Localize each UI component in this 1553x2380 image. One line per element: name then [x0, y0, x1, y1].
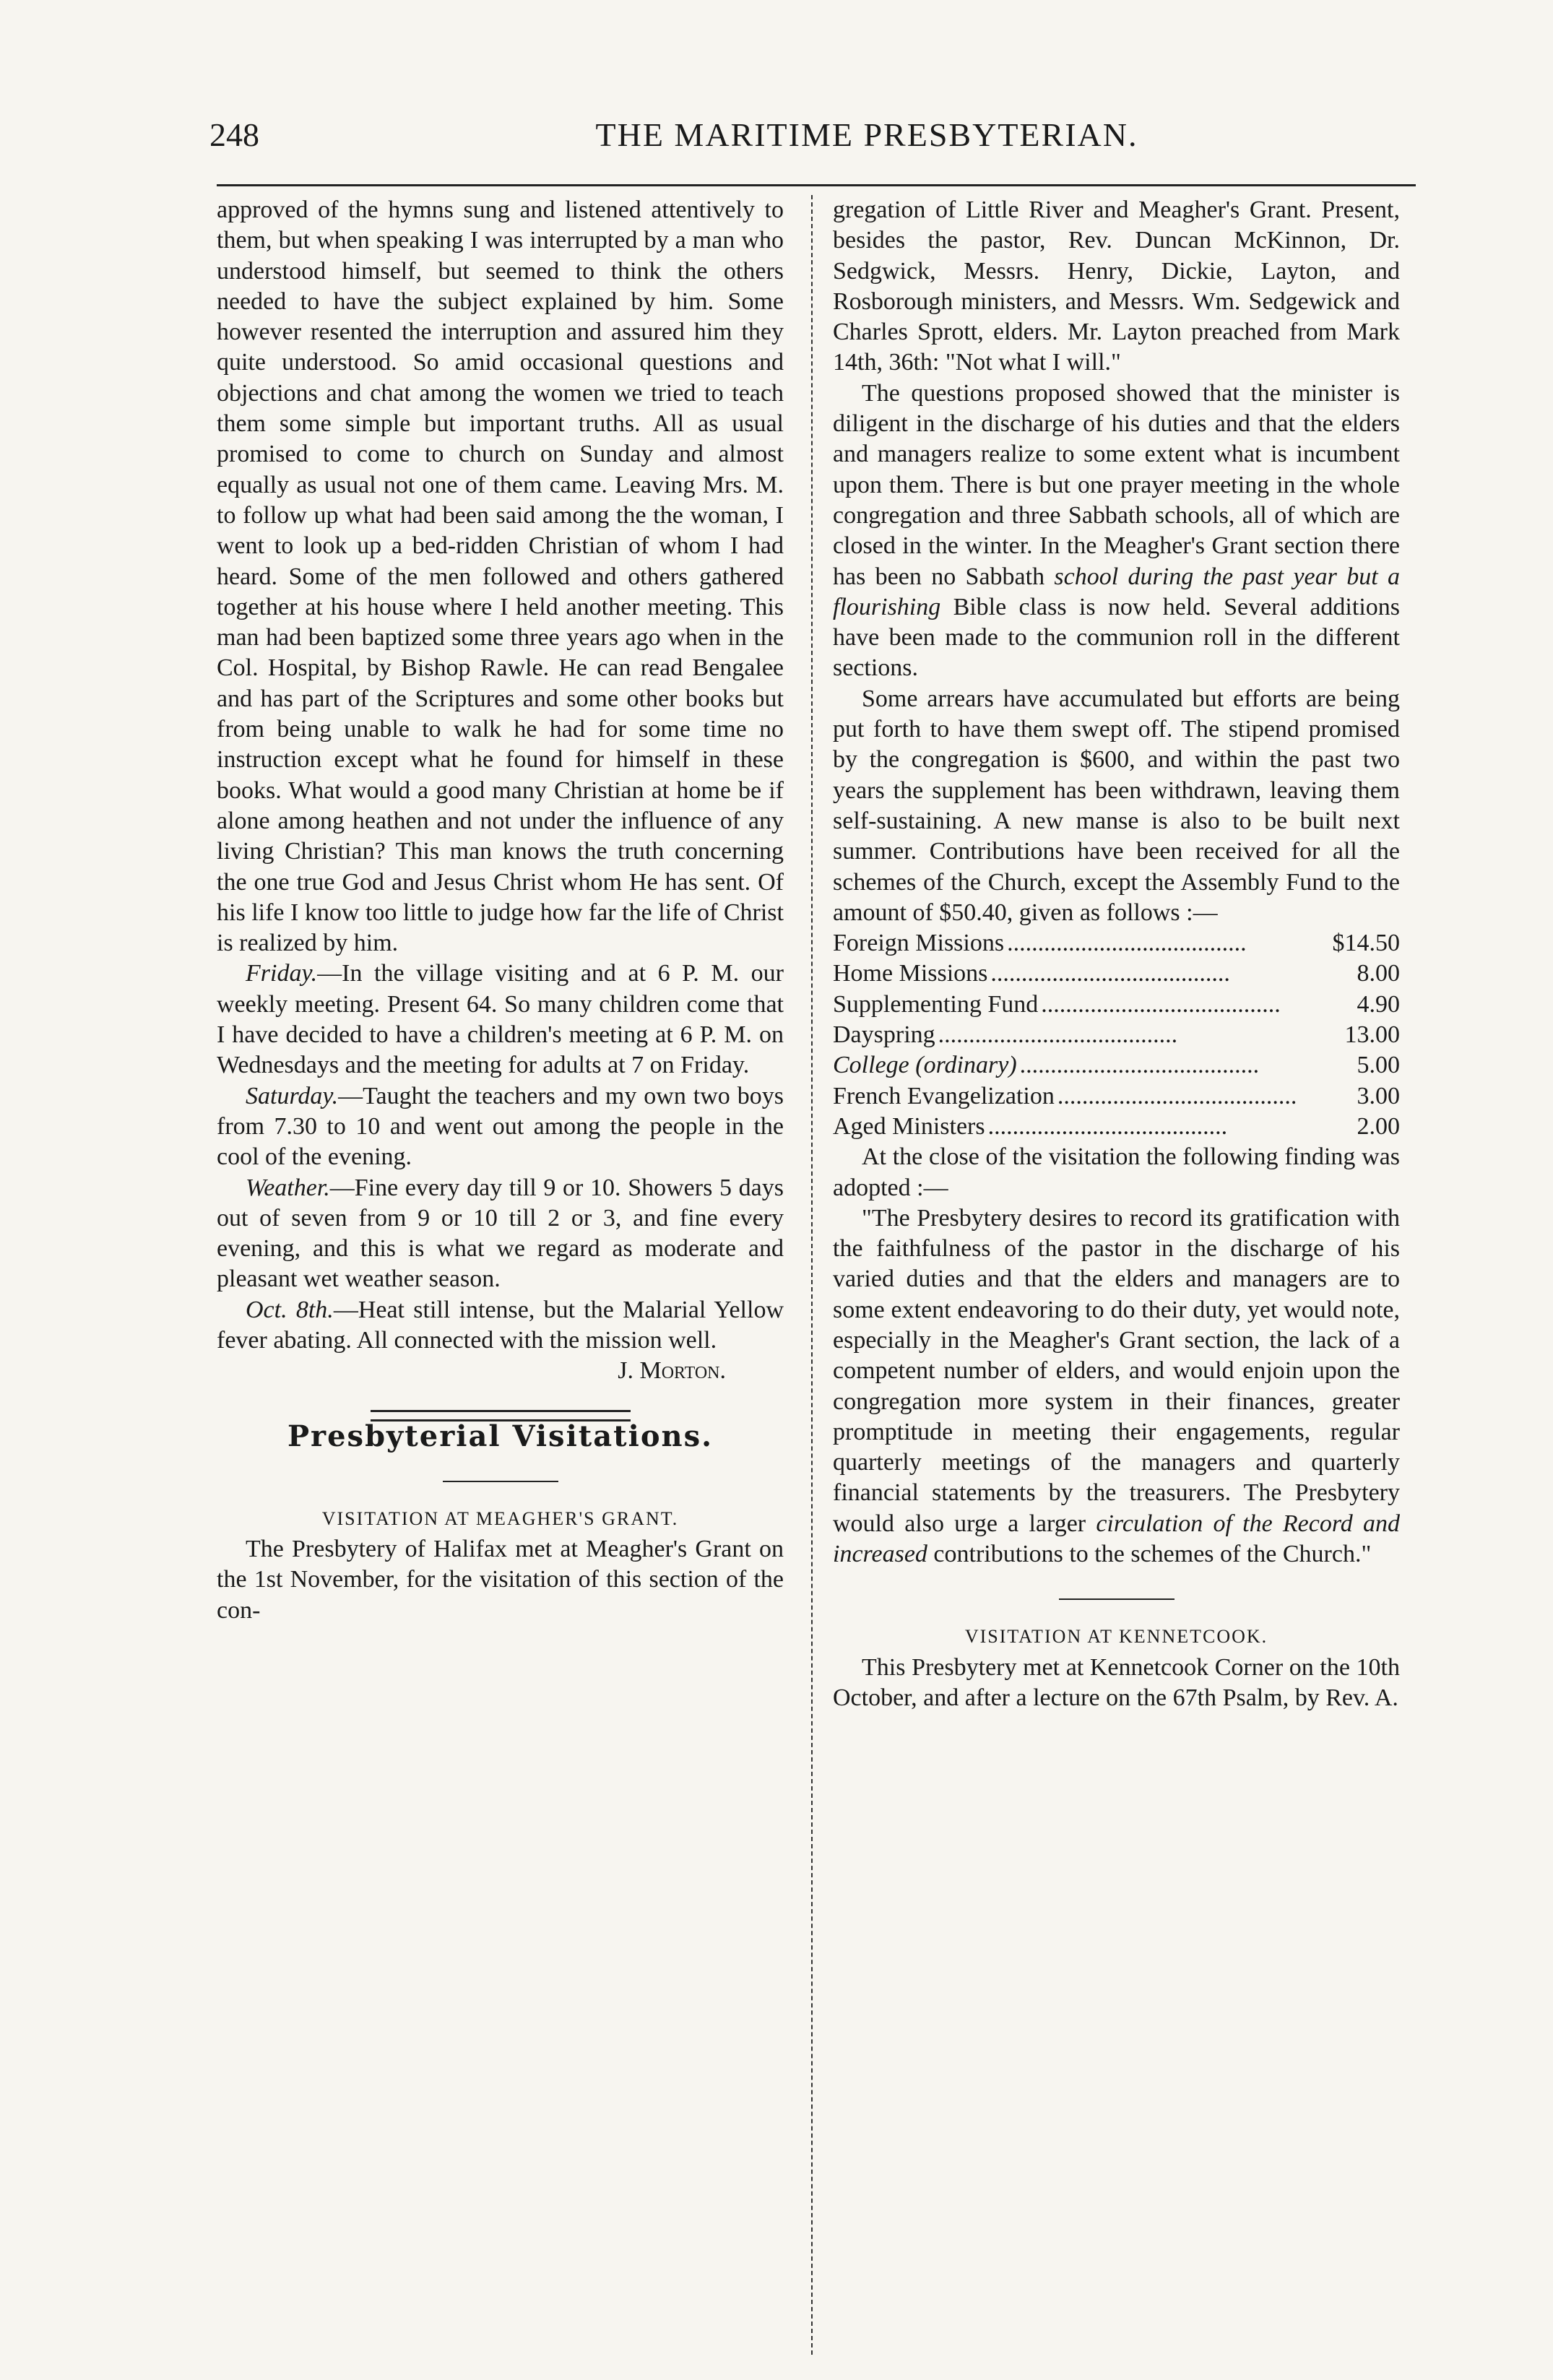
- fund-label: Dayspring: [833, 1021, 935, 1049]
- weather-text: —Fine every day till 9 or 10. Showers 5 days out of seven from 9 or 10 till 2 or 3, and fine every evening, and this is what we regard as moderate and pleasant wet weather season.: [217, 1174, 784, 1293]
- left-column: [217, 195, 784, 1626]
- friday-text: —In the village visiting and at 6 P. M. our weekly meeting. Present 64. So many children come that I have decided to have a children's meeting at 6 P. M. on Wednesdays and the meeting for adults at 7 on Friday.: [217, 960, 784, 1079]
- weather-label: Weather.: [246, 1174, 330, 1201]
- fund-amount: 2.00: [1357, 1112, 1400, 1140]
- short-rule: [1059, 1598, 1175, 1600]
- right-paragraph-1: gregation of Little River and Meagher's Grant. Present, besides the pastor, Rev. Duncan McKinnon, Dr. Sedgwick, Messrs. Henry, Dickie, Layton, and Rosborough ministers, and Messrs. Wm. Sedgewick and Charles Sprott, elders. Mr. Layton preached from Mark 14th, 36th: "Not what I will.": [833, 196, 1400, 376]
- left-paragraph-1: approved of the hymns sung and listened attentively to them, but when speaking I was interrupted by a man who understood himself, but seemed to think the others needed to have the subject explained by him. Some however resented the interruption and assured him they quite understood. So amid occasional questions and objections and chat among the women we tried to teach them some simple but important truths. All as usual promised to come to church on Sunday and almost equally as usual not one of them came. Leaving Mrs. M. to follow up what had been said among the the woman, I went to look up a bed-ridden Christian of whom I had heard. Some of the men followed and others gathered together at his house where I held another meeting. This man had been baptized some three years ago when in the Col. Hospital, by Bishop Rawle. He can read Bengalee and has part of the Scriptures and some other books but from being unable to walk he had for some time no instruction except what he found for himself in these books. What would a good many Christian at home be if alone among heathen and not under the influence of any living Christian? This man knows the truth concerning the one true God and Jesus Christ whom He has sent. Of his life I know too little to judge how far the life of Christ is realized by him.: [217, 196, 784, 957]
- p2-part-b: school during the past year but a flourishing: [833, 563, 1400, 620]
- fund-row: College (ordinary) ....................................... 5.00: [833, 1050, 1400, 1081]
- p2-part-a: The questions proposed showed that the minister is diligent in the discharge of his duties and that the elders and managers realize to some extent what is incumbent upon them. There is but one prayer meeting in the whole congregation and three Sabbath schools, all of which are closed in the winter. In the Meagher's Grant section there has been no Sabbath: [833, 379, 1400, 590]
- column-divider: [811, 195, 813, 2355]
- fund-amount: $14.50: [1332, 930, 1400, 957]
- friday-entry: [217, 959, 784, 1081]
- right-paragraph-4: At the close of the visitation the following finding was adopted :—: [833, 1143, 1400, 1201]
- fund-label: Aged Ministers: [833, 1112, 985, 1140]
- fund-label: French Evangelization: [833, 1082, 1055, 1109]
- visitation-heading-meaghers-grant: VISITATION AT MEAGHER'S GRANT.: [321, 1507, 679, 1529]
- running-title: THE MARITIME PRESBYTERIAN.: [595, 116, 1138, 153]
- fund-label: Foreign Missions: [833, 930, 1005, 957]
- fund-row: Dayspring ....................................... 13.00: [833, 1020, 1400, 1050]
- page-number: 248: [209, 116, 259, 153]
- right-column: [833, 195, 1400, 1713]
- saturday-entry: [217, 1081, 784, 1173]
- fund-amount: 8.00: [1357, 960, 1400, 987]
- fund-label: Home Missions: [833, 960, 988, 987]
- fund-amount: 3.00: [1357, 1082, 1400, 1109]
- right-paragraph-5: [833, 1203, 1400, 1570]
- p5-part-c: contributions to the schemes of the Church.": [933, 1541, 1372, 1568]
- right-paragraph-2: [833, 378, 1400, 684]
- fund-amount: 13.00: [1344, 1021, 1400, 1049]
- p2-part-c: Bible class is now held. Several additions have been made to the communion roll in the different sections.: [833, 593, 1401, 682]
- section-title: Presbyterial Visitations.: [287, 1419, 714, 1453]
- visitation-text-kennetcook: This Presbytery met at Kennetcook Corner on the 10th October, and after a lecture on the 67th Psalm, by Rev. A.: [833, 1653, 1400, 1711]
- p5-part-a: "The Presbytery desires to record its gratification with the faithfulness of the pastor in the discharge of his varied duties and that the elders and managers are to some extent endeavoring to do their duty, yet would note, especially in the Meagher's Grant section, the lack of a competent number of elders, and would enjoin upon the congregation more system in their finances, greater promptitude in meeting their engagements, regular quarterly meetings of the managers and quarterly financial statements by the treasurers. The Presbytery would also urge a larger: [833, 1204, 1400, 1537]
- funds-list: [833, 928, 1400, 1142]
- fund-row: Foreign Missions ....................................... $14.50: [833, 928, 1400, 959]
- fund-amount: 4.90: [1357, 990, 1400, 1018]
- saturday-text: —Taught the teachers and my own two boys from 7.30 to 10 and went out among the people in the cool of the evening.: [217, 1082, 784, 1171]
- p5-part-b: circulation of the Record and increased: [833, 1510, 1400, 1568]
- saturday-label: Saturday.: [246, 1082, 339, 1109]
- visitation-heading-kennetcook: VISITATION AT KENNETCOOK.: [964, 1626, 1268, 1648]
- oct-text: —Heat still intense, but the Malarial Yellow fever abating. All connected with the mission well.: [217, 1296, 784, 1354]
- fund-row: French Evangelization ....................................... 3.00: [833, 1081, 1400, 1112]
- oct-entry: [217, 1295, 784, 1356]
- short-rule: [443, 1481, 558, 1482]
- fund-row: Aged Ministers ....................................... 2.00: [833, 1112, 1400, 1142]
- weather-entry: [217, 1173, 784, 1295]
- page-header: [209, 116, 1394, 166]
- fund-amount: 5.00: [1357, 1052, 1400, 1079]
- fund-label: Supplementing Fund: [833, 990, 1039, 1018]
- fund-row: Home Missions ....................................... 8.00: [833, 959, 1400, 989]
- fund-label: College (ordinary): [833, 1052, 1017, 1079]
- header-rule: [217, 184, 1416, 186]
- visitation-text-meaghers-grant: The Presbytery of Halifax met at Meagher's Grant on the 1st November, for the visitation of this section of the con-: [217, 1536, 784, 1624]
- oct-label: Oct. 8th.: [246, 1296, 334, 1323]
- fund-row: Supplementing Fund ....................................... 4.90: [833, 990, 1400, 1020]
- right-paragraph-3: Some arrears have accumulated but efforts are being put forth to have them swept off. The stipend promised by the congregation is $600, and within the past two years the supplement has been withdrawn, leaving them self-sustaining. A new manse is also to be built next summer. Contributions have been received for all the schemes of the Church, except the Assembly Fund to the amount of $50.40, given as follows :—: [833, 685, 1400, 926]
- signature: J. Morton.: [618, 1357, 726, 1385]
- friday-label: Friday.: [246, 960, 318, 987]
